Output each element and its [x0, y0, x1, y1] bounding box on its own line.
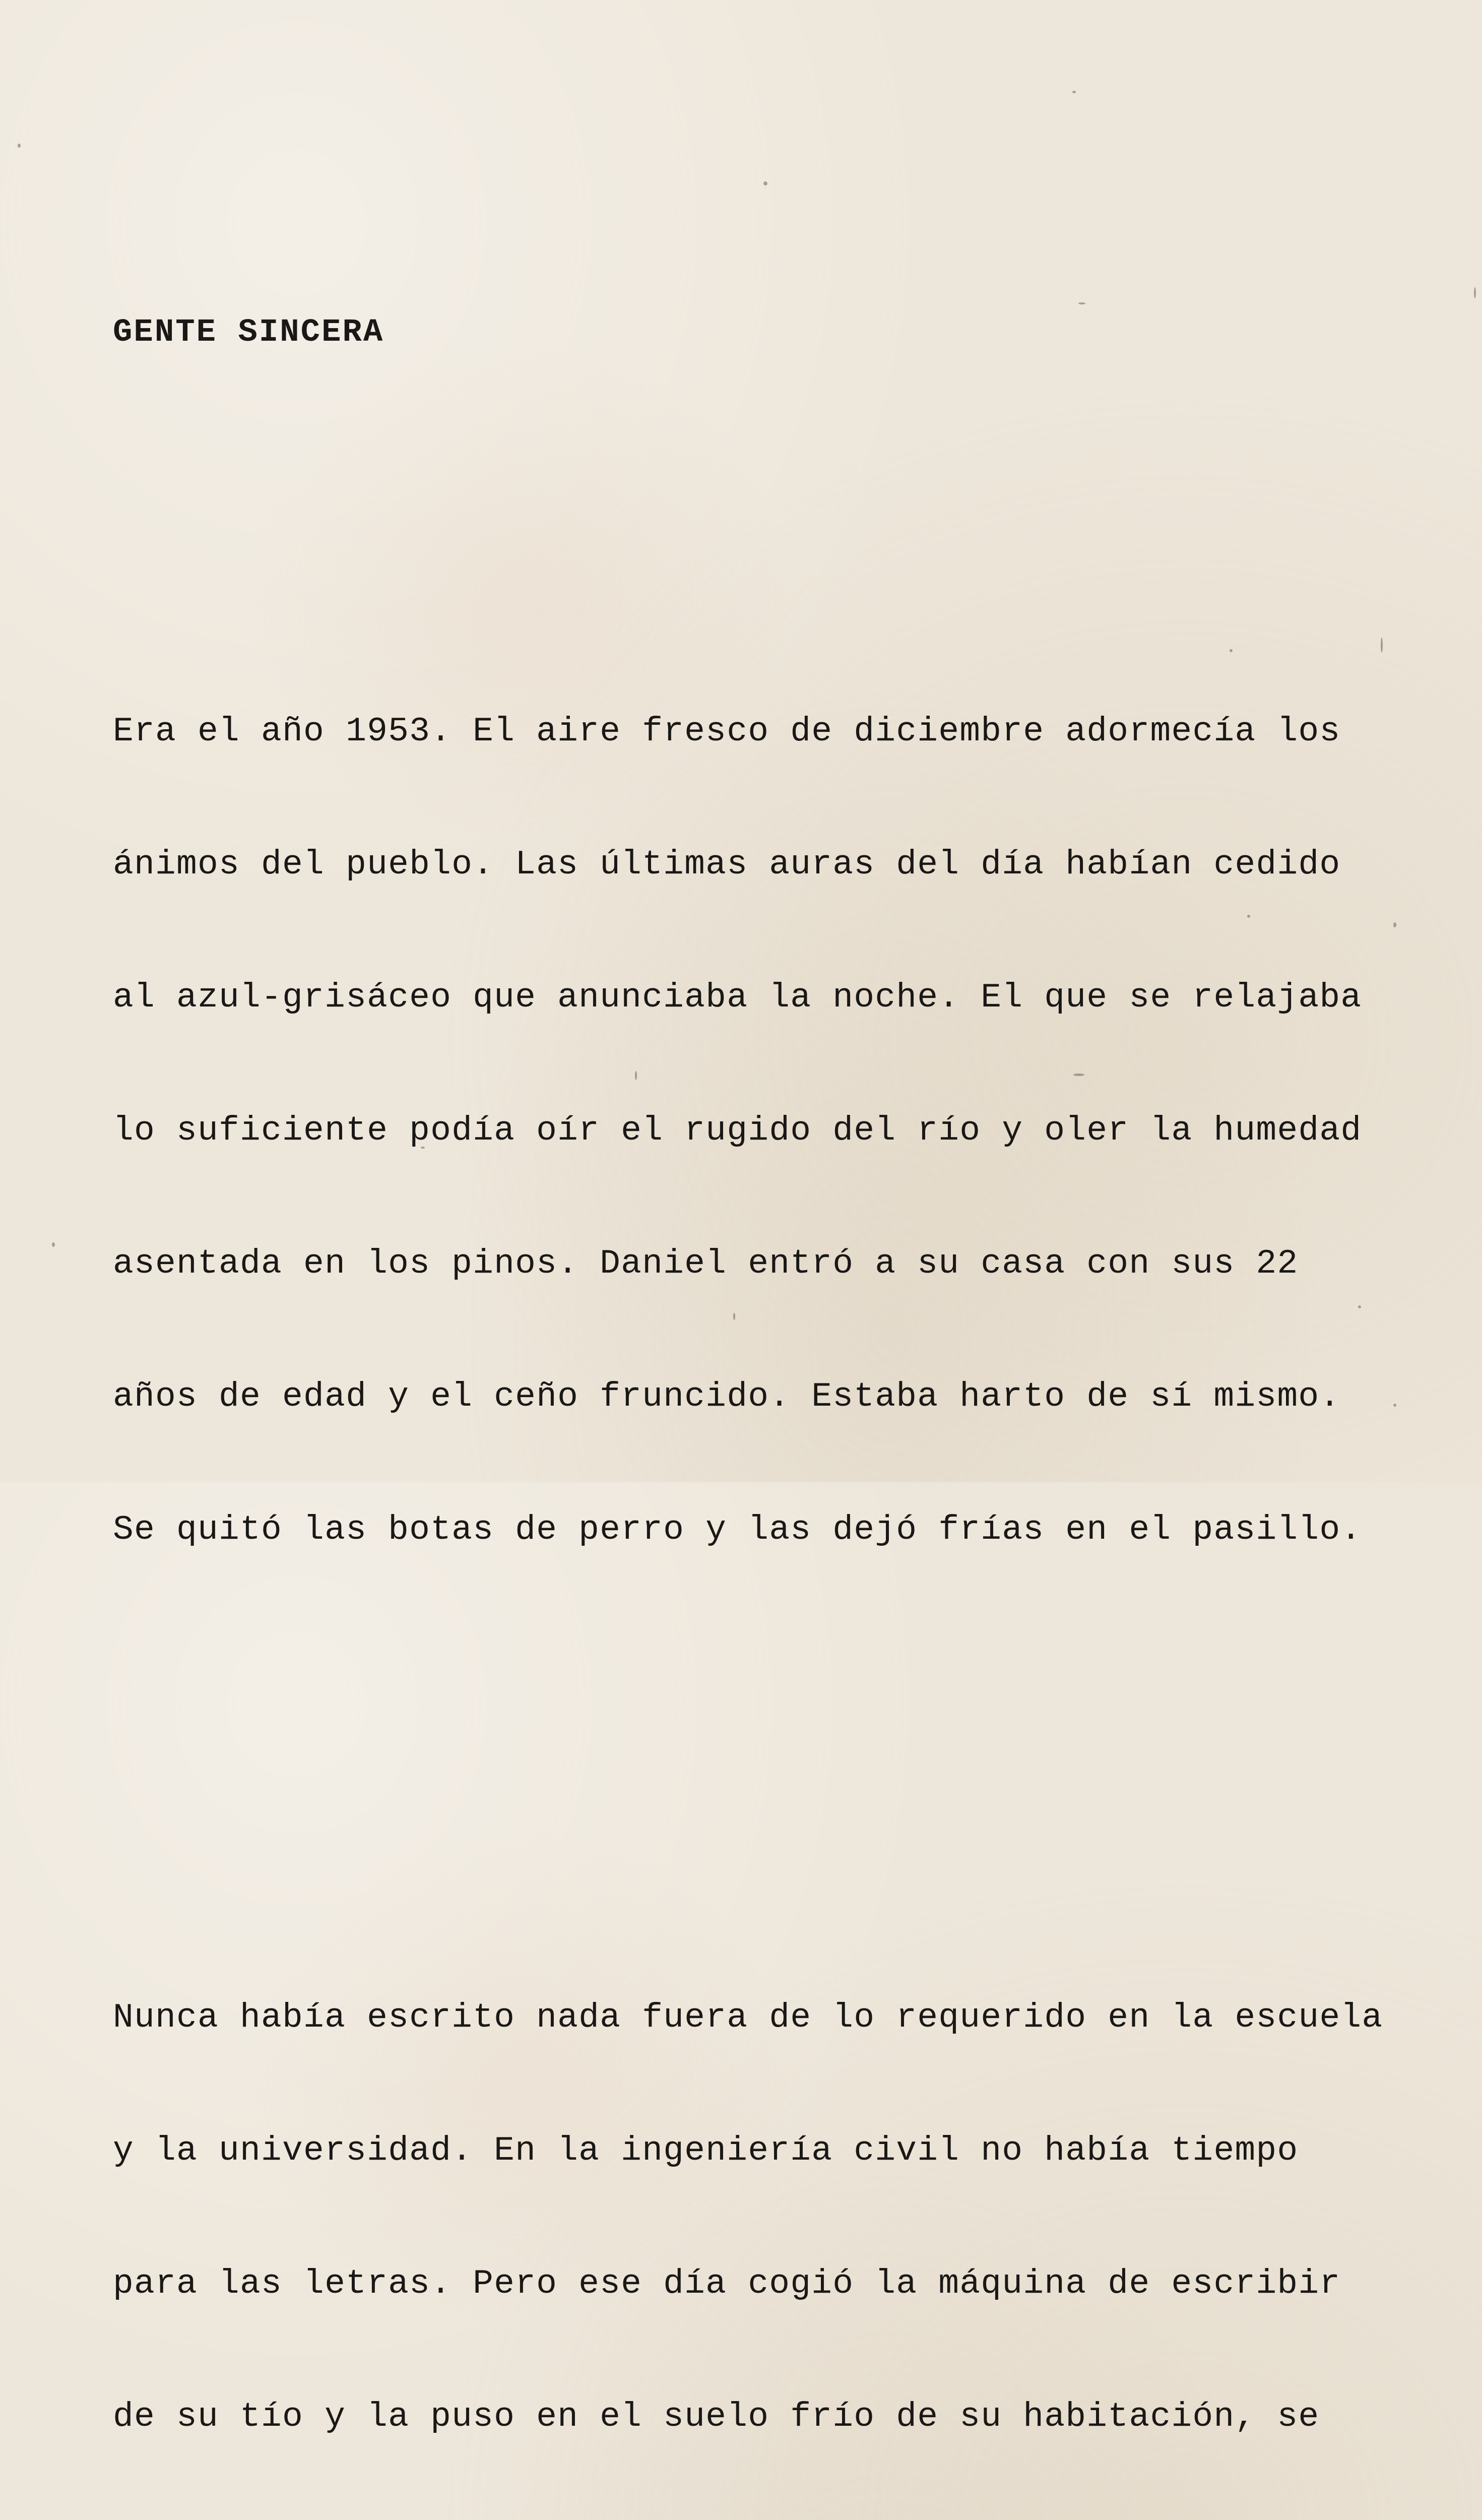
paper-speck: [52, 1242, 55, 1247]
text-line: al azul-grisáceo que anunciaba la noche. El que se relajaba: [113, 978, 1362, 1017]
paper-speck: [763, 181, 767, 185]
text-line: lo suficiente podía oír el rugido del río y oler la humedad: [113, 1111, 1362, 1150]
text-line: Era el año 1953. El aire fresco de diciembre adormecía los: [113, 712, 1341, 751]
paragraph-1: [113, 621, 1473, 1641]
document-body: [113, 222, 1473, 2520]
text-line: Nunca había escrito nada fuera de lo requerido en la escuela: [113, 1998, 1383, 2037]
paper-speck: [1474, 287, 1476, 298]
text-line: de su tío y la puso en el suelo frío de su habitación, se: [113, 2398, 1320, 2436]
document-title: GENTE SINCERA: [113, 314, 384, 351]
text-line: ánimos del pueblo. Las últimas auras del día habían cedido: [113, 845, 1341, 884]
text-line: Se quitó las botas de perro y las dejó frías en el pasillo.: [113, 1510, 1362, 1549]
paper-speck: [1072, 91, 1076, 93]
text-line: años de edad y el ceño fruncido. Estaba harto de sí mismo.: [113, 1377, 1341, 1416]
blank-line: [113, 1730, 1473, 1774]
paragraph-2: [113, 1907, 1473, 2520]
blank-line: [113, 444, 1473, 488]
text-line: para las letras. Pero ese día cogió la máquina de escribir: [113, 2264, 1341, 2303]
paper-speck: [18, 144, 21, 148]
text-line: y la universidad. En la ingeniería civil no había tiempo: [113, 2131, 1299, 2170]
text-line: asentada en los pinos. Daniel entró a su casa con sus 22: [113, 1244, 1299, 1283]
